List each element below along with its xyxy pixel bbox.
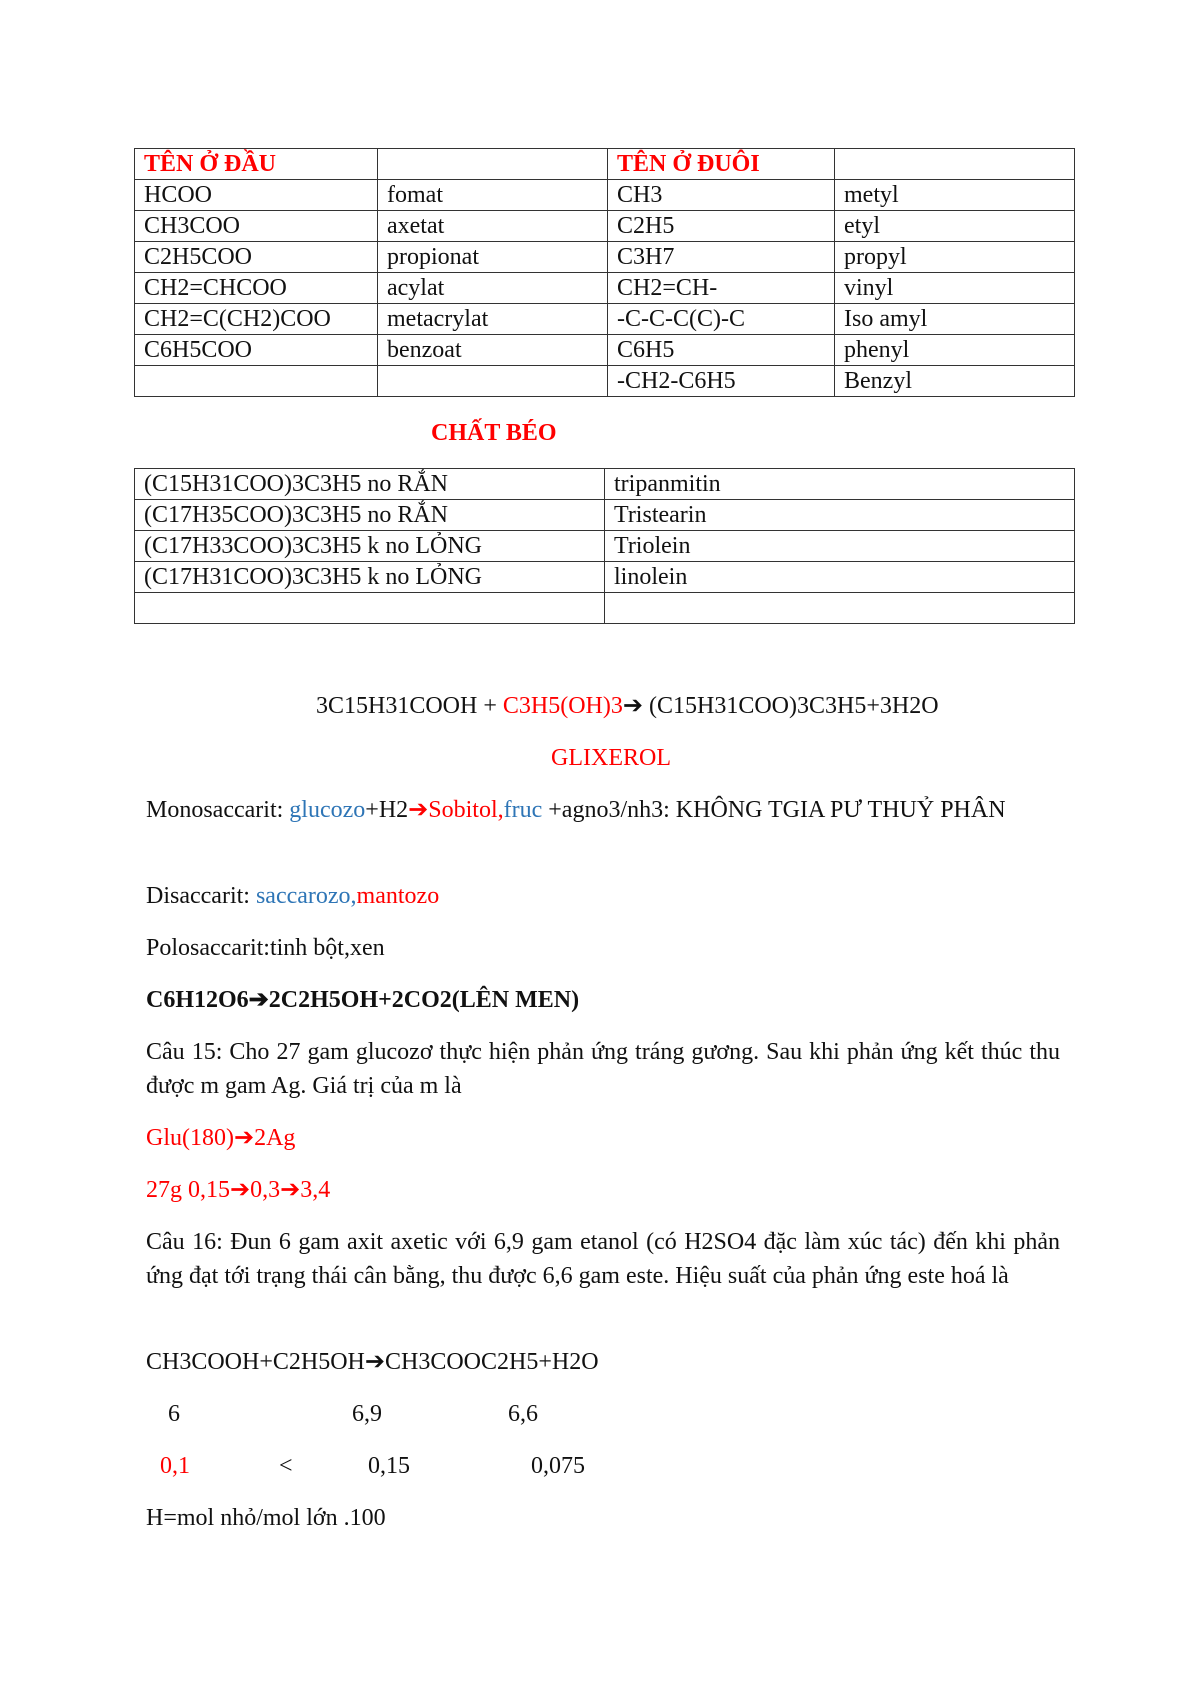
- table-row: [135, 304, 1075, 335]
- disaccharide-line: [146, 879, 439, 913]
- table-cell: metyl: [835, 180, 1075, 211]
- equation-part: 3C15H31COOH +: [316, 693, 503, 719]
- table-row: [135, 211, 1075, 242]
- fat-section-title: CHẤT BÉO: [431, 420, 557, 446]
- sorbitol-term: Sobitol,: [428, 797, 504, 823]
- equation-part: 3,4: [300, 1177, 331, 1203]
- table-cell: CH2=CHCOO: [135, 273, 378, 304]
- comparison-sign: <: [279, 1453, 293, 1479]
- arrow-icon: ➔: [364, 1349, 385, 1375]
- table-cell: [378, 149, 608, 180]
- table-row: [135, 149, 1075, 180]
- table-cell: CH2=C(CH2)COO: [135, 304, 378, 335]
- fats-table: [134, 468, 1075, 624]
- table-cell: acylat: [378, 273, 608, 304]
- table-cell: [835, 149, 1075, 180]
- table-cell: Tristearin: [605, 500, 1075, 531]
- table-cell: linolein: [605, 562, 1075, 593]
- table-cell: -C-C-C(C)-C: [608, 304, 835, 335]
- glixerol-label: GLIXEROL: [551, 745, 671, 771]
- table-cell: tripanmitin: [605, 469, 1075, 500]
- glycerol-equation: [316, 689, 939, 723]
- monosaccharide-line: [146, 793, 1060, 827]
- table-cell: Triolein: [605, 531, 1075, 562]
- arrow-icon: ➔: [230, 1177, 251, 1203]
- ester-naming-table: [134, 148, 1075, 397]
- table-cell: C3H7: [608, 242, 835, 273]
- yield-formula: H=mol nhỏ/mol lớn .100: [146, 1505, 386, 1531]
- table-cell: TÊN Ở ĐUÔI: [608, 149, 835, 180]
- equation-part: 2C2H5OH+2CO2(LÊN MEN): [268, 987, 580, 1013]
- maltose-term: mantozo: [356, 883, 440, 909]
- label: Monosaccarit:: [146, 797, 290, 823]
- q15-answer-line-2: [146, 1173, 330, 1207]
- table-row: [135, 531, 1075, 562]
- table-cell: -CH2-C6H5: [608, 366, 835, 397]
- table-cell: C6H5: [608, 335, 835, 366]
- table-cell: C2H5: [608, 211, 835, 242]
- table-row: [135, 242, 1075, 273]
- table-cell: C6H5COO: [135, 335, 378, 366]
- table-row: [135, 366, 1075, 397]
- table-row: [135, 273, 1075, 304]
- mass-value: 6,6: [508, 1401, 538, 1427]
- glucose-term: glucozo: [289, 797, 366, 823]
- table-cell: TÊN Ở ĐẦU: [135, 149, 378, 180]
- arrow-icon: ➔: [622, 693, 643, 719]
- mole-value: 0,1: [160, 1453, 190, 1479]
- table-cell: fomat: [378, 180, 608, 211]
- arrow-icon: ➔: [280, 1177, 301, 1203]
- note: +agno3/nh3: KHÔNG TGIA PƯ THUỶ PHÂN: [542, 797, 1006, 823]
- question-16: Câu 16: Đun 6 gam axit axetic với 6,9 gam etanol (có H2SO4 đặc làm xúc tác) đến khi phản ứng đạt tới trạng thái cân bằng, thu được 6,6 gam este. Hiệu suất của phản ứng este hoá là: [146, 1229, 1060, 1289]
- polysaccharide-line: Polosaccarit:tinh bột,xen: [146, 935, 385, 961]
- table-cell: C2H5COO: [135, 242, 378, 273]
- table-cell: vinyl: [835, 273, 1075, 304]
- arrow-icon: ➔: [408, 797, 429, 823]
- table-cell: etyl: [835, 211, 1075, 242]
- table-cell: [135, 366, 378, 397]
- table-cell: [135, 593, 605, 624]
- table-row: [135, 180, 1075, 211]
- arrow-icon: ➔: [248, 987, 269, 1013]
- q15-answer-line-1: [146, 1121, 295, 1155]
- table-cell: (C17H35COO)3C3H5 no RẮN: [135, 500, 605, 531]
- table-cell: [378, 366, 608, 397]
- table-row: [135, 469, 1075, 500]
- table-row: [135, 593, 1075, 624]
- mass-value: 6: [168, 1401, 180, 1427]
- arrow-icon: ➔: [233, 1125, 255, 1151]
- table-cell: phenyl: [835, 335, 1075, 366]
- equation-part: CH3COOH+C2H5OH: [146, 1349, 365, 1375]
- table-cell: axetat: [378, 211, 608, 242]
- equation-part: 2Ag: [254, 1125, 296, 1151]
- table-cell: CH3: [608, 180, 835, 211]
- fructose-term: fruc: [503, 797, 543, 823]
- mole-value: 0,15: [368, 1453, 410, 1479]
- table-row: [135, 562, 1075, 593]
- label: Disaccarit:: [146, 883, 256, 909]
- fermentation-equation: [146, 983, 579, 1017]
- table-cell: propionat: [378, 242, 608, 273]
- equation-part: C6H12O6: [146, 987, 249, 1013]
- table-cell: CH3COO: [135, 211, 378, 242]
- table-row: [135, 335, 1075, 366]
- mass-value: 6,9: [352, 1401, 382, 1427]
- table-cell: benzoat: [378, 335, 608, 366]
- equation-part: CH3COOC2H5+H2O: [385, 1349, 599, 1375]
- table-cell: metacrylat: [378, 304, 608, 335]
- table-cell: CH2=CH-: [608, 273, 835, 304]
- table-cell: propyl: [835, 242, 1075, 273]
- equation-part: 27g 0,15: [146, 1177, 230, 1203]
- equation-part: +H2: [365, 797, 409, 823]
- equation-part: 0,3: [250, 1177, 281, 1203]
- equation-part: C3H5(OH)3: [502, 693, 623, 719]
- equation-part: (C15H31COO)3C3H5+3H2O: [643, 693, 939, 719]
- table-cell: (C17H31COO)3C3H5 k no LỎNG: [135, 562, 605, 593]
- sucrose-term: saccarozo,: [255, 883, 357, 909]
- question-15: Câu 15: Cho 27 gam glucozơ thực hiện phản ứng tráng gương. Sau khi phản ứng kết thúc thu được m gam Ag. Giá trị của m là: [146, 1039, 1060, 1099]
- mole-value: 0,075: [531, 1453, 585, 1479]
- table-cell: Iso amyl: [835, 304, 1075, 335]
- table-cell: HCOO: [135, 180, 378, 211]
- table-cell: Benzyl: [835, 366, 1075, 397]
- table-cell: (C15H31COO)3C3H5 no RẮN: [135, 469, 605, 500]
- table-cell: [605, 593, 1075, 624]
- table-row: [135, 500, 1075, 531]
- table-cell: (C17H33COO)3C3H5 k no LỎNG: [135, 531, 605, 562]
- esterification-equation: [146, 1345, 599, 1379]
- equation-part: Glu(180): [146, 1125, 234, 1151]
